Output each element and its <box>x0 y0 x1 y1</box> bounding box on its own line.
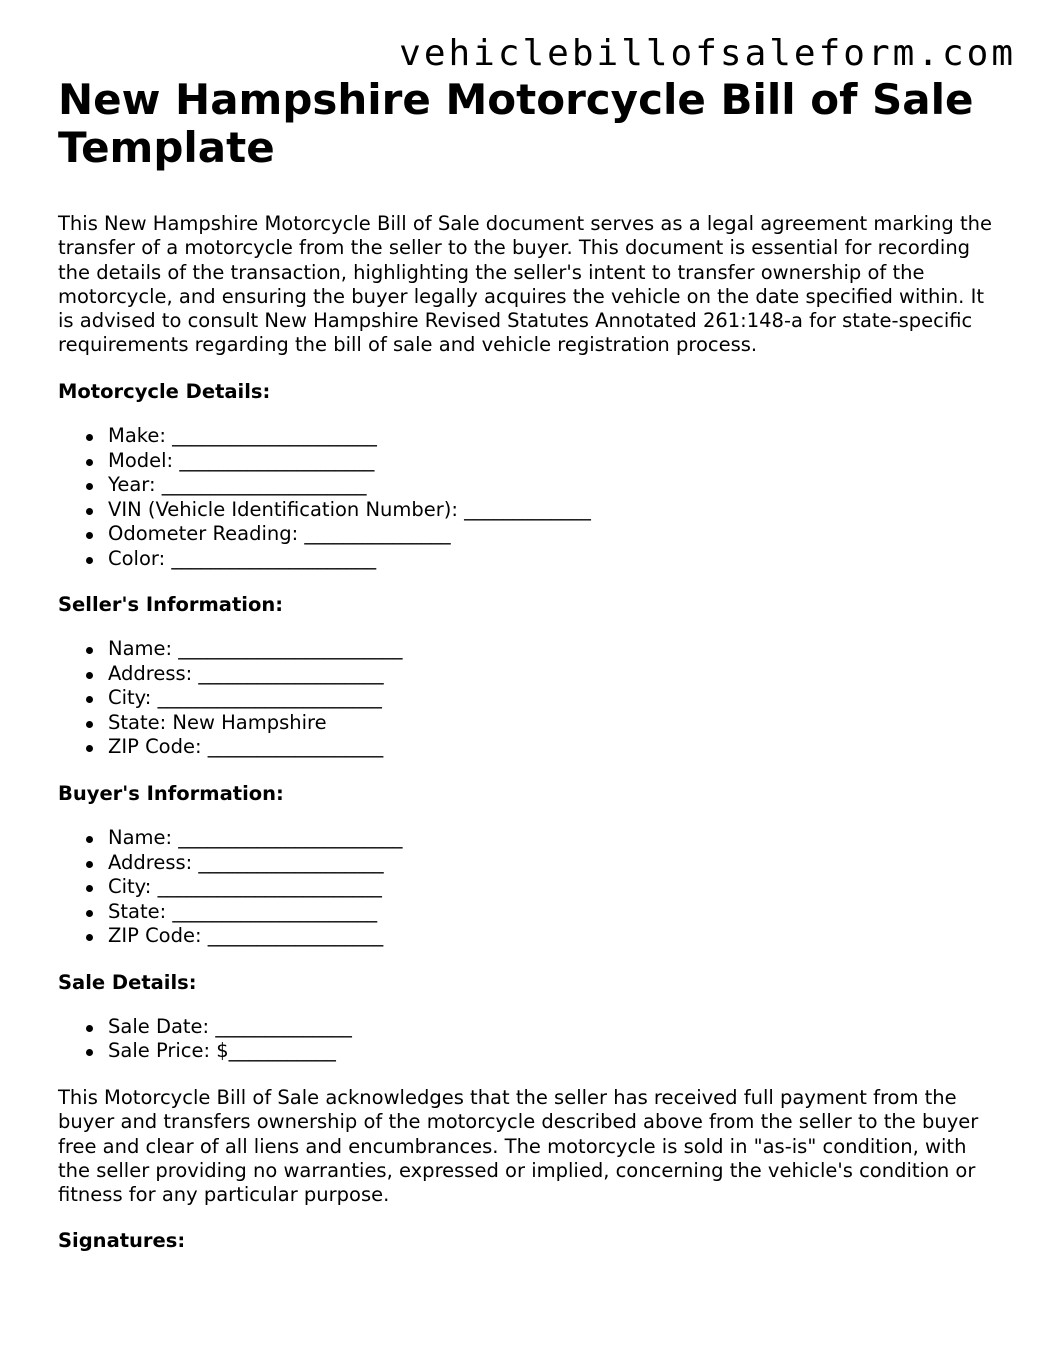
list-item-seller-zip: ZIP Code: __________________ <box>108 735 993 760</box>
page-title: New Hampshire Motorcycle Bill of Sale Template <box>58 75 974 172</box>
list-item-buyer-zip: ZIP Code: __________________ <box>108 924 993 949</box>
motorcycle-details-list <box>58 424 993 571</box>
list-item-seller-address: Address: ___________________ <box>108 662 993 687</box>
list-item-sale-date: Sale Date: ______________ <box>108 1015 993 1040</box>
list-item-sale-price: Sale Price: $___________ <box>108 1039 993 1064</box>
list-item-buyer-address: Address: ___________________ <box>108 851 993 876</box>
intro-paragraph: This New Hampshire Motorcycle Bill of Sale document serves as a legal agreement marking the transfer of a motorcycle from the seller to the buyer. This document is essential for recording the details of the transaction, highlighting the seller's intent to transfer ownership of the motorcycle, and ensuring the buyer legally acquires the vehicle on the date specified within. It is advised to consult New Hampshire Revised Statutes Annotated 261:148-a for state-specific requirements regarding the bill of sale and vehicle registration process. <box>58 212 992 357</box>
sale-details-heading: Sale Details: <box>58 970 197 994</box>
site-watermark: vehiclebillofsaleform.com <box>399 33 1016 74</box>
seller-information-list <box>58 637 993 760</box>
list-item-buyer-name: Name: _______________________ <box>108 826 993 851</box>
list-item-color: Color: _____________________ <box>108 547 993 572</box>
list-item-seller-name: Name: _______________________ <box>108 637 993 662</box>
list-item-seller-state: State: New Hampshire <box>108 711 993 736</box>
list-item-seller-city: City: _______________________ <box>108 686 993 711</box>
sale-details-list <box>58 1015 993 1064</box>
list-item-year: Year: _____________________ <box>108 473 993 498</box>
document-page <box>58 76 993 1254</box>
list-item-buyer-state: State: _____________________ <box>108 900 993 925</box>
signatures-heading: Signatures: <box>58 1229 186 1253</box>
list-item-buyer-city: City: _______________________ <box>108 875 993 900</box>
buyer-information-list <box>58 826 993 949</box>
list-item-make: Make: _____________________ <box>108 424 993 449</box>
list-item-vin: VIN (Vehicle Identification Number): _____________ <box>108 498 993 523</box>
buyer-information-heading: Buyer's Information: <box>58 781 284 805</box>
acknowledgement-paragraph: This Motorcycle Bill of Sale acknowledges that the seller has received full payment from the buyer and transfers ownership of the motorcycle described above from the seller to the buyer free and clear of all liens and encumbrances. The motorcycle is sold in "as-is" condition, with the seller providing no warranties, expressed or implied, concerning the vehicle's condition or fitness for any particular purpose. <box>58 1085 979 1207</box>
seller-information-heading: Seller's Information: <box>58 593 284 617</box>
list-item-model: Model: ____________________ <box>108 449 993 474</box>
list-item-odometer: Odometer Reading: _______________ <box>108 522 993 547</box>
motorcycle-details-heading: Motorcycle Details: <box>58 379 271 403</box>
